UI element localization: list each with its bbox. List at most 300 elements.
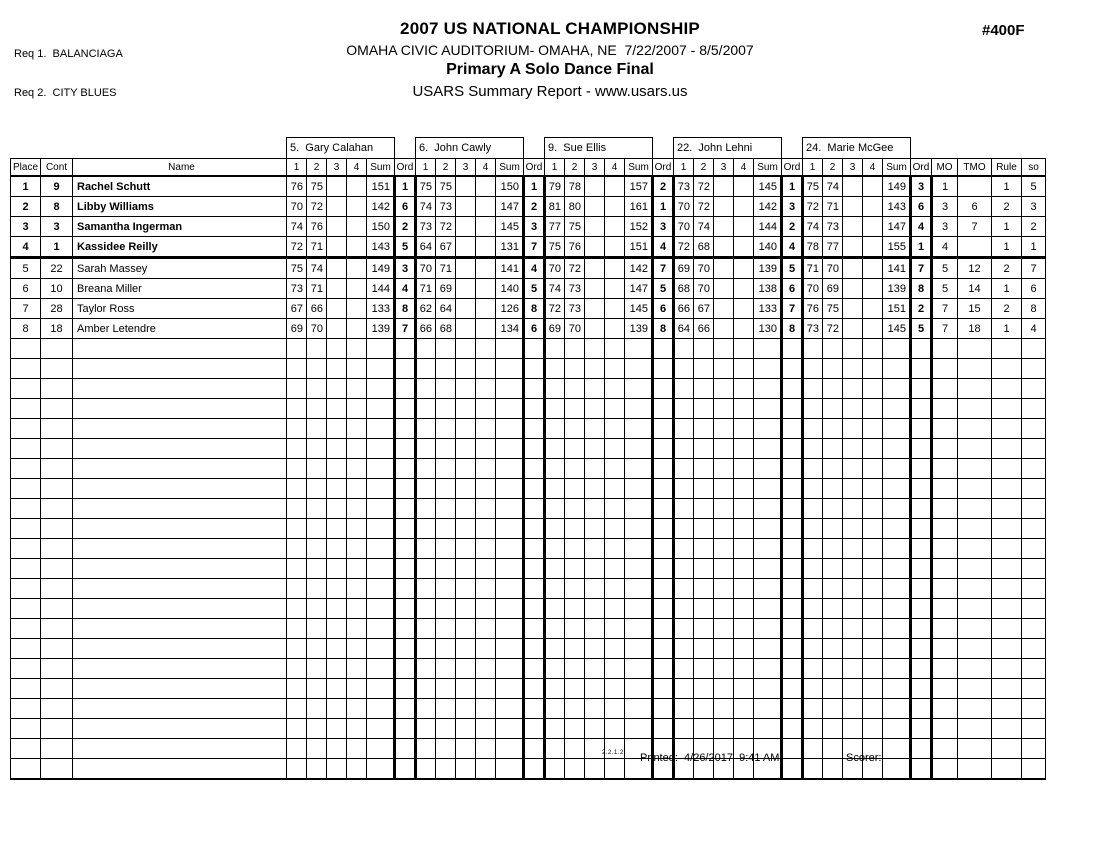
empty-cell — [395, 619, 416, 639]
empty-cell — [823, 479, 843, 499]
score-cell: 74 — [545, 279, 565, 299]
empty-cell — [694, 339, 714, 359]
empty-cell — [625, 459, 653, 479]
empty-cell — [843, 599, 863, 619]
empty-cell — [734, 639, 754, 659]
empty-cell — [416, 519, 436, 539]
empty-cell — [958, 539, 992, 559]
empty-cell — [605, 479, 625, 499]
ord-header: Ord — [524, 159, 545, 177]
empty-cell — [1022, 559, 1046, 579]
empty-cell — [911, 639, 932, 659]
empty-cell — [782, 719, 803, 739]
empty-cell — [932, 519, 958, 539]
empty-cell — [73, 379, 287, 399]
score-col-header: 1 — [545, 159, 565, 177]
empty-cell — [932, 379, 958, 399]
empty-cell — [476, 719, 496, 739]
empty-cell — [694, 679, 714, 699]
empty-cell — [73, 359, 287, 379]
ordinal-cell: 4 — [782, 237, 803, 258]
empty-cell — [992, 579, 1022, 599]
empty-cell — [843, 579, 863, 599]
mo-cell: 3 — [932, 217, 958, 237]
empty-cell — [1022, 719, 1046, 739]
empty-cell — [863, 459, 883, 479]
score-cell — [456, 176, 476, 197]
empty-cell — [883, 459, 911, 479]
score-cell: 73 — [565, 299, 585, 319]
empty-cell — [911, 379, 932, 399]
empty-cell — [605, 679, 625, 699]
empty-cell — [782, 699, 803, 719]
empty-row — [11, 479, 1046, 499]
score-cell — [863, 237, 883, 258]
empty-cell — [992, 679, 1022, 699]
empty-cell — [347, 379, 367, 399]
sum-cell: 151 — [367, 176, 395, 197]
empty-cell — [524, 679, 545, 699]
score-cell: 70 — [545, 258, 565, 279]
score-cell — [714, 176, 734, 197]
score-cell: 78 — [803, 237, 823, 258]
empty-cell — [367, 539, 395, 559]
sum-cell: 151 — [883, 299, 911, 319]
empty-cell — [734, 379, 754, 399]
empty-cell — [524, 659, 545, 679]
score-col-header: 4 — [476, 159, 496, 177]
score-cell — [456, 279, 476, 299]
empty-cell — [674, 559, 694, 579]
score-col-header: 3 — [843, 159, 863, 177]
so-cell: 3 — [1022, 197, 1046, 217]
score-cell — [843, 197, 863, 217]
rule-cell: 1 — [992, 319, 1022, 339]
empty-cell — [1022, 339, 1046, 359]
mo-cell: 7 — [932, 299, 958, 319]
empty-cell — [11, 459, 41, 479]
sum-cell: 147 — [883, 217, 911, 237]
score-cell: 72 — [694, 197, 714, 217]
empty-cell — [992, 719, 1022, 739]
empty-cell — [782, 519, 803, 539]
score-cell — [863, 258, 883, 279]
score-cell — [605, 319, 625, 339]
empty-row — [11, 719, 1046, 739]
score-cell — [327, 279, 347, 299]
score-col-header: 3 — [714, 159, 734, 177]
empty-cell — [1022, 499, 1046, 519]
score-cell: 70 — [416, 258, 436, 279]
empty-cell — [41, 359, 73, 379]
empty-cell — [823, 619, 843, 639]
empty-cell — [674, 719, 694, 739]
empty-cell — [327, 579, 347, 599]
empty-cell — [11, 619, 41, 639]
empty-cell — [73, 559, 287, 579]
empty-cell — [347, 579, 367, 599]
empty-cell — [367, 699, 395, 719]
empty-cell — [734, 459, 754, 479]
ordinal-cell: 8 — [653, 319, 674, 339]
score-cell: 80 — [565, 197, 585, 217]
skater-name-cell: Amber Letendre — [73, 319, 287, 339]
place-cell: 3 — [11, 217, 41, 237]
empty-cell — [307, 679, 327, 699]
sum-cell: 142 — [625, 258, 653, 279]
empty-cell — [734, 339, 754, 359]
score-cell: 73 — [416, 217, 436, 237]
place-cell: 1 — [11, 176, 41, 197]
skater-row — [11, 237, 1046, 258]
sum-cell: 155 — [883, 237, 911, 258]
empty-cell — [456, 359, 476, 379]
empty-cell — [863, 679, 883, 699]
score-cell: 78 — [565, 176, 585, 197]
empty-cell — [436, 599, 456, 619]
empty-cell — [545, 659, 565, 679]
empty-cell — [476, 619, 496, 639]
tmo-cell: 6 — [958, 197, 992, 217]
empty-cell — [496, 359, 524, 379]
empty-cell — [782, 579, 803, 599]
empty-cell — [883, 439, 911, 459]
empty-cell — [456, 339, 476, 359]
empty-cell — [754, 679, 782, 699]
empty-cell — [863, 599, 883, 619]
mo-cell: 1 — [932, 176, 958, 197]
ordinal-cell: 2 — [653, 176, 674, 197]
empty-cell — [883, 579, 911, 599]
rule-cell: 1 — [992, 279, 1022, 299]
empty-cell — [307, 459, 327, 479]
score-cell: 73 — [674, 176, 694, 197]
ordinal-cell: 3 — [524, 217, 545, 237]
score-cell — [714, 319, 734, 339]
sum-header: Sum — [625, 159, 653, 177]
empty-cell — [911, 719, 932, 739]
empty-cell — [734, 519, 754, 539]
so-cell: 4 — [1022, 319, 1046, 339]
ordinal-cell: 3 — [653, 217, 674, 237]
sum-cell: 149 — [883, 176, 911, 197]
ordinal-cell: 3 — [395, 258, 416, 279]
contestant-number-cell: 22 — [41, 258, 73, 279]
empty-cell — [625, 599, 653, 619]
score-cell — [327, 217, 347, 237]
empty-cell — [782, 539, 803, 559]
score-cell — [585, 258, 605, 279]
empty-cell — [1022, 379, 1046, 399]
sum-cell: 150 — [367, 217, 395, 237]
ordinal-cell: 5 — [911, 319, 932, 339]
place-header: Place — [11, 159, 41, 177]
score-cell: 68 — [694, 237, 714, 258]
empty-cell — [41, 339, 73, 359]
score-cell — [605, 197, 625, 217]
empty-cell — [585, 499, 605, 519]
score-cell — [734, 299, 754, 319]
skater-name-cell: Samantha Ingerman — [73, 217, 287, 237]
contestant-number-cell: 8 — [41, 197, 73, 217]
empty-cell — [694, 619, 714, 639]
empty-row — [11, 639, 1046, 659]
empty-cell — [585, 559, 605, 579]
empty-cell — [782, 499, 803, 519]
empty-cell — [734, 659, 754, 679]
empty-cell — [754, 479, 782, 499]
empty-cell — [823, 359, 843, 379]
score-cell — [863, 319, 883, 339]
score-cell — [476, 258, 496, 279]
empty-cell — [476, 699, 496, 719]
empty-cell — [883, 559, 911, 579]
empty-cell — [456, 539, 476, 559]
column-header-row — [11, 159, 1046, 177]
sum-cell: 133 — [754, 299, 782, 319]
empty-cell — [327, 719, 347, 739]
score-cell: 64 — [436, 299, 456, 319]
empty-cell — [674, 519, 694, 539]
empty-cell — [803, 579, 823, 599]
empty-cell — [932, 579, 958, 599]
empty-cell — [694, 359, 714, 379]
empty-cell — [714, 459, 734, 479]
ordinal-cell: 7 — [653, 258, 674, 279]
score-cell — [585, 299, 605, 319]
empty-cell — [714, 439, 734, 459]
place-cell: 4 — [11, 237, 41, 258]
empty-cell — [287, 699, 307, 719]
empty-cell — [287, 719, 307, 739]
title-block — [0, 19, 1100, 100]
empty-cell — [1022, 619, 1046, 639]
empty-cell — [41, 659, 73, 679]
ord-header-spacer — [911, 138, 932, 159]
empty-cell — [327, 479, 347, 499]
empty-cell — [1022, 479, 1046, 499]
empty-cell — [653, 599, 674, 619]
sum-cell: 140 — [754, 237, 782, 258]
empty-cell — [625, 559, 653, 579]
ordinal-cell: 8 — [782, 319, 803, 339]
empty-cell — [803, 619, 823, 639]
empty-cell — [958, 339, 992, 359]
empty-cell — [73, 579, 287, 599]
score-cell — [456, 319, 476, 339]
skater-row — [11, 217, 1046, 237]
empty-cell — [863, 399, 883, 419]
empty-cell — [803, 519, 823, 539]
ordinal-cell: 2 — [524, 197, 545, 217]
empty-cell — [436, 619, 456, 639]
empty-row — [11, 419, 1046, 439]
empty-cell — [734, 699, 754, 719]
rule-cell: 2 — [992, 197, 1022, 217]
empty-cell — [456, 619, 476, 639]
empty-cell — [992, 599, 1022, 619]
rule-cell: 2 — [992, 299, 1022, 319]
empty-cell — [585, 679, 605, 699]
empty-cell — [456, 559, 476, 579]
empty-cell — [545, 679, 565, 699]
empty-cell — [754, 619, 782, 639]
empty-cell — [782, 419, 803, 439]
empty-cell — [1022, 459, 1046, 479]
empty-cell — [653, 639, 674, 659]
empty-cell — [41, 419, 73, 439]
empty-cell — [41, 479, 73, 499]
empty-cell — [436, 479, 456, 499]
empty-cell — [287, 659, 307, 679]
empty-cell — [734, 359, 754, 379]
empty-cell — [524, 559, 545, 579]
score-cell: 74 — [287, 217, 307, 237]
empty-cell — [754, 599, 782, 619]
empty-cell — [823, 459, 843, 479]
empty-cell — [653, 339, 674, 359]
empty-row — [11, 499, 1046, 519]
contestant-number-cell: 3 — [41, 217, 73, 237]
header-spacer — [11, 138, 287, 159]
empty-cell — [754, 459, 782, 479]
empty-cell — [734, 719, 754, 739]
empty-cell — [524, 479, 545, 499]
score-cell — [863, 279, 883, 299]
empty-cell — [714, 659, 734, 679]
empty-cell — [565, 679, 585, 699]
empty-cell — [416, 619, 436, 639]
empty-cell — [456, 639, 476, 659]
score-cell: 71 — [436, 258, 456, 279]
empty-cell — [41, 579, 73, 599]
empty-cell — [73, 419, 287, 439]
empty-cell — [653, 619, 674, 639]
empty-cell — [41, 439, 73, 459]
empty-cell — [1022, 579, 1046, 599]
empty-cell — [605, 639, 625, 659]
empty-cell — [653, 399, 674, 419]
empty-cell — [625, 639, 653, 659]
empty-cell — [863, 639, 883, 659]
empty-cell — [843, 339, 863, 359]
ordinal-cell: 4 — [524, 258, 545, 279]
empty-cell — [307, 499, 327, 519]
sum-cell: 141 — [883, 258, 911, 279]
score-cell: 66 — [694, 319, 714, 339]
mo-cell: 3 — [932, 197, 958, 217]
empty-cell — [653, 359, 674, 379]
sum-cell: 140 — [496, 279, 524, 299]
ordinal-cell: 5 — [524, 279, 545, 299]
empty-cell — [958, 379, 992, 399]
empty-cell — [754, 539, 782, 559]
score-cell: 71 — [307, 279, 327, 299]
ord-header-spacer — [782, 138, 803, 159]
empty-cell — [524, 399, 545, 419]
empty-cell — [585, 579, 605, 599]
score-cell — [714, 279, 734, 299]
sum-header: Sum — [367, 159, 395, 177]
ordinal-cell: 7 — [395, 319, 416, 339]
empty-cell — [307, 699, 327, 719]
empty-cell — [932, 639, 958, 659]
ordinal-cell: 6 — [911, 197, 932, 217]
empty-cell — [605, 359, 625, 379]
rule-header: Rule — [992, 159, 1022, 177]
empty-cell — [496, 379, 524, 399]
empty-cell — [545, 419, 565, 439]
empty-cell — [863, 359, 883, 379]
score-col-header: 2 — [436, 159, 456, 177]
empty-cell — [416, 499, 436, 519]
empty-cell — [416, 599, 436, 619]
empty-cell — [524, 379, 545, 399]
empty-cell — [932, 679, 958, 699]
empty-cell — [73, 599, 287, 619]
empty-cell — [605, 579, 625, 599]
empty-cell — [73, 659, 287, 679]
empty-cell — [367, 379, 395, 399]
score-cell — [476, 319, 496, 339]
empty-cell — [585, 339, 605, 359]
empty-cell — [565, 339, 585, 359]
score-cell: 74 — [803, 217, 823, 237]
empty-cell — [327, 519, 347, 539]
empty-row — [11, 439, 1046, 459]
empty-cell — [782, 439, 803, 459]
score-cell: 66 — [674, 299, 694, 319]
empty-cell — [674, 379, 694, 399]
empty-cell — [496, 479, 524, 499]
empty-cell — [545, 519, 565, 539]
empty-cell — [367, 359, 395, 379]
empty-cell — [911, 579, 932, 599]
empty-cell — [476, 419, 496, 439]
empty-cell — [287, 379, 307, 399]
empty-cell — [585, 699, 605, 719]
empty-cell — [605, 719, 625, 739]
empty-cell — [823, 719, 843, 739]
empty-cell — [883, 419, 911, 439]
score-col-header: 4 — [605, 159, 625, 177]
sum-cell: 138 — [754, 279, 782, 299]
empty-cell — [367, 619, 395, 639]
empty-cell — [782, 379, 803, 399]
score-cell: 66 — [416, 319, 436, 339]
empty-cell — [11, 479, 41, 499]
empty-cell — [476, 679, 496, 699]
empty-cell — [1022, 679, 1046, 699]
score-cell: 69 — [674, 258, 694, 279]
empty-cell — [992, 559, 1022, 579]
so-cell: 6 — [1022, 279, 1046, 299]
empty-cell — [307, 359, 327, 379]
empty-cell — [41, 699, 73, 719]
empty-cell — [307, 379, 327, 399]
score-cell: 75 — [565, 217, 585, 237]
ord-header-spacer — [524, 138, 545, 159]
empty-cell — [754, 439, 782, 459]
empty-cell — [958, 699, 992, 719]
score-cell — [585, 279, 605, 299]
sum-cell: 149 — [367, 258, 395, 279]
empty-cell — [714, 359, 734, 379]
empty-cell — [653, 419, 674, 439]
empty-cell — [585, 459, 605, 479]
score-cell — [843, 176, 863, 197]
empty-cell — [992, 539, 1022, 559]
